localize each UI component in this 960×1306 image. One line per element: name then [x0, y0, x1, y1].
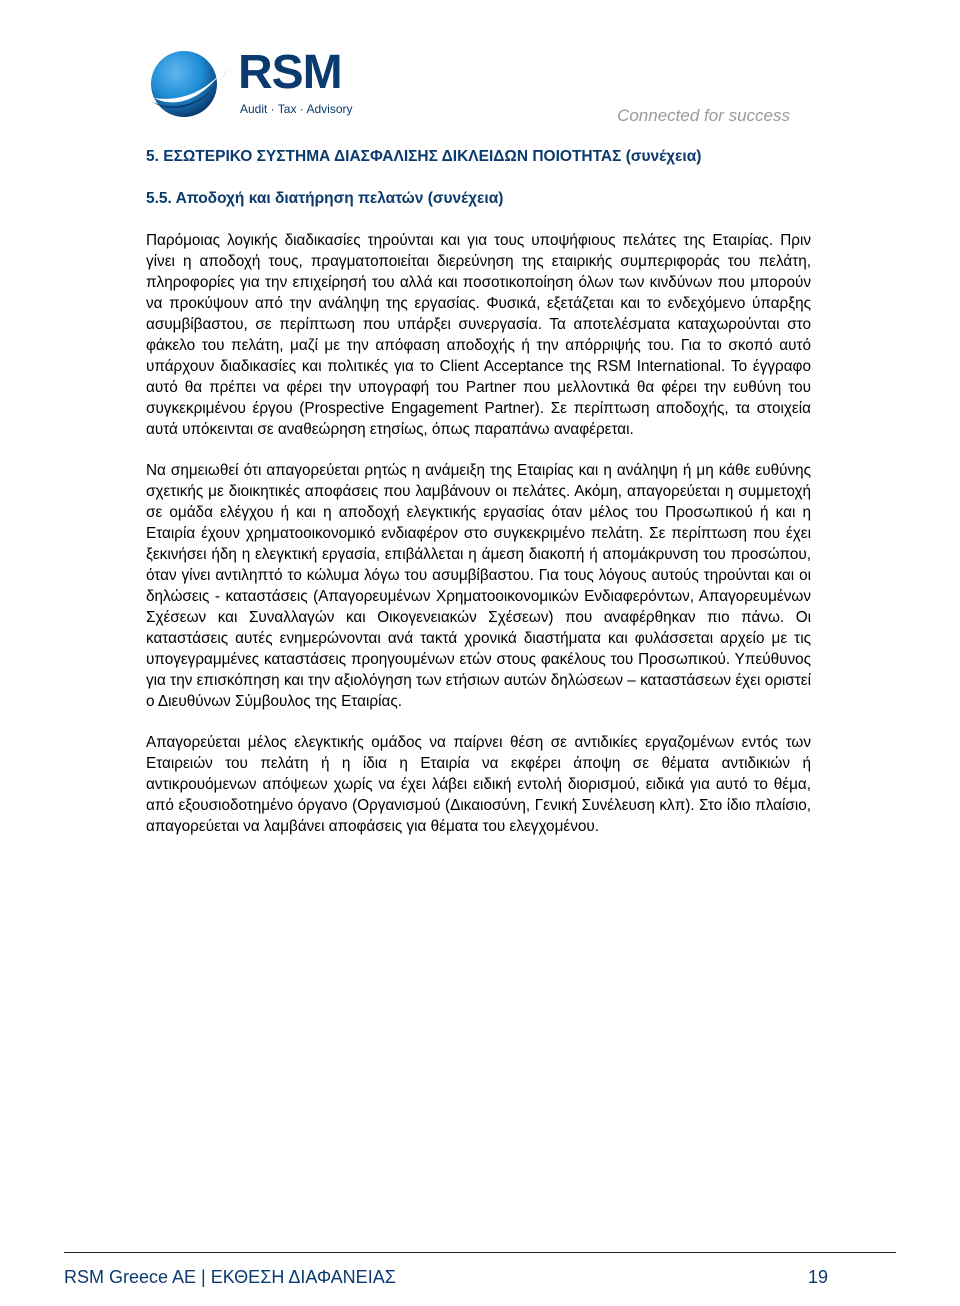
- paragraph: Να σημειωθεί ότι απαγορεύεται ρητώς η ανάμειξη της Εταιρίας και η ανάληψη ή μη κάθε ευθύνης σχετικής με διοικητικές αποφάσεις που λαμβάνουν οι πελάτες. Ακόμη, απαγορεύεται η συμμετοχή σε ομάδα ελέγχου ή και η αποδοχή ελεγκτικής εργασίας όταν μέλος του Προσωπικού ή και η Εταιρία έχουν χρηματοοικονομικό ενδιαφέρον στο συγκεκριμένο πελάτη. Σε περίπτωση που έχει ξεκινήσει ήδη η ελεγκτική εργασία, επιβάλλεται η άμεση διακοπή ή απομάκρυνση του προσώπου, όταν γίνει αντιληπτό το κώλυμα λόγω του ασυμβίβαστου. Για τους λόγους αυτούς τηρούνται και οι δηλώσεις - καταστάσεις (Απαγορευμένων Χρηματοοικονομικών Ενδιαφερόντων, Απαγορευμένων Σχέσεων και Συναλλαγών και Οικογενειακών Σχέσεων) που αναφέρθηκαν πιο πάνω. Οι καταστάσεις αυτές ενημερώνονται ανά τακτά χρονικά διαστήματα και φυλάσσεται αρχείο με τις υπογεγραμμένες καταστάσεις προηγουμένων ετών στους φακέλους του Προσωπικού. Υπεύθυνος για την επισκόπηση και την αξιολόγηση των ετήσιων αυτών δηλώσεων – καταστάσεων έχει οριστεί ο Διευθύνων Σύμβουλος της Εταιρίας.: [146, 462, 811, 710]
- logo-text: RSM: [238, 46, 342, 99]
- paragraph: Απαγορεύεται μέλος ελεγκτικής ομάδος να παίρνει θέση σε αντιδικίες εργαζομένων εντός των Εταιρειών του πελάτη ή η ίδια η Εταιρία να εκφέρει άποψη σε θέματα αντιδικιών ή αντικρουόμενων απόψεων χωρίς να έχει λάβει ειδική εντολή διορισμού, ειδικά για αυτό το θέμα, από εξουσιοδοτημένο όργανο (Οργανισμού (Δικαιοσύνη, Γενική Συνέλευση κλπ). Στο ίδιο πλαίσιο, απαγορεύεται να λαμβάνει αποφάσεις για θέματα του ελεγχομένου.: [146, 734, 811, 835]
- footer-divider: [64, 1252, 896, 1253]
- logo-subtitle: Audit · Tax · Advisory: [240, 102, 353, 116]
- rsm-logo: [146, 44, 353, 124]
- page-number: 19: [808, 1267, 829, 1287]
- section-subtitle: 5.5. Αποδοχή και διατήρηση πελατών (συνέχεια): [146, 190, 504, 207]
- document-body: [146, 230, 811, 857]
- tagline: Connected for success: [617, 106, 790, 125]
- footer-text: RSM Greece AE | ΕΚΘΕΣΗ ΔΙΑΦΑΝΕΙΑΣ: [64, 1267, 396, 1287]
- section-title: 5. ΕΣΩΤΕΡΙΚΟ ΣΥΣΤΗΜΑ ΔΙΑΣΦΑΛΙΣΗΣ ΔΙΚΛΕΙΔΩΝ ΠΟΙΟΤΗΤΑΣ (συνέχεια): [146, 148, 702, 165]
- paragraph: Παρόμοιας λογικής διαδικασίες τηρούνται και για τους υποψήφιους πελάτες της Εταιρίας. Πριν γίνει η αποδοχή τους, πραγματοποιείται διερεύνηση της εταιρικής συμπεριφοράς του πελάτη, πληροφορίες για την επιχείρησή του αλλά και ποσοτικοποίηση όλων των κινδύνων που μπορούν να προκύψουν από την ανάληψη της εργασίας. Φυσικά, εξετάζεται και το ενδεχόμενο ύπαρξης ασυμβίβαστου, σε περίπτωση που υπάρξει συνεργασία. Τα αποτελέσματα καταχωρούνται στο φάκελο του πελάτη, μαζί με την απόφαση αποδοχής ή την απόρριψής του. Για το σκοπό αυτό υπάρχουν διαδικασίες και πολιτικές για το Client Acceptance της RSM International. Το έγγραφο αυτό θα πρέπει να φέρει την υπογραφή του Partner που μελλοντικά θα φέρει την ευθύνη του συγκεκριμένου έργου (Prospective Engagement Partner). Σε περίπτωση αποδοχής, τα στοιχεία αυτά υπόκεινται σε αναθεώρηση ετησίως, όπως παραπάνω αναφέρεται.: [146, 232, 811, 438]
- globe-swoosh-icon: [146, 44, 230, 124]
